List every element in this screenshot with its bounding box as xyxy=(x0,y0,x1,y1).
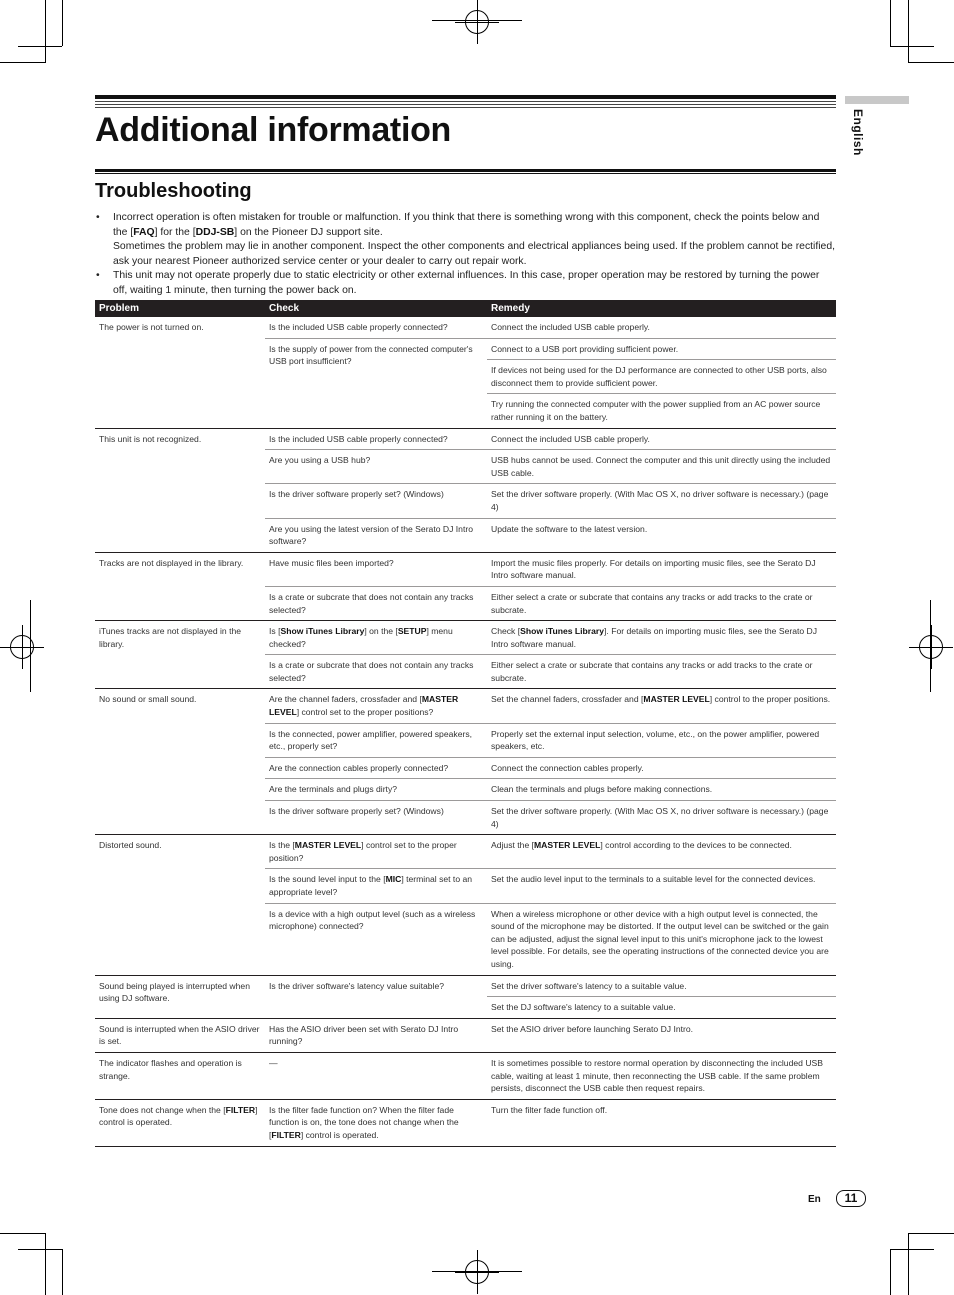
crop-mark xyxy=(908,0,909,62)
remedy-cell: Set the driver software properly. (With Mac OS X, no driver software is necessary.) (page 4) xyxy=(487,484,836,518)
problem-cell: The power is not turned on. xyxy=(95,317,265,428)
table-row xyxy=(95,1018,836,1052)
crop-mark xyxy=(62,0,63,46)
crop-mark xyxy=(0,62,46,63)
check-cell: Are you using the latest version of the Serato DJ Intro software? xyxy=(265,518,487,552)
table-header-row xyxy=(95,300,836,317)
note-text: Sometimes the problem may lie in another component. Inspect the other components and electrical appliances being used. If the problem cannot be rectified, ask your nearest Pioneer authorized service center or your dealer to carry out repair work. xyxy=(113,241,835,267)
problem-cell: Sound being played is interrupted when using DJ software. xyxy=(95,975,265,1018)
remedy-cell: Properly set the external input selection, volume, etc., on the power amplifier, powered speakers, etc. xyxy=(487,723,836,757)
page-number: 11 xyxy=(836,1190,866,1207)
check-cell: Is [Show iTunes Library] on the [SETUP] menu checked? xyxy=(265,621,487,655)
table-row xyxy=(95,1099,836,1146)
crop-mark xyxy=(0,1233,46,1234)
remedy-cell: It is sometimes possible to restore normal operation by disconnecting the included USB cable, waiting at least 1 minute, then reconnecting the USB cable. If the same problem persists, disconnect the USB cable then request repairs. xyxy=(487,1052,836,1099)
check-cell: Is the filter fade function on? When the filter fade function is on, the tone does not change when the [FILTER] control is operated. xyxy=(265,1099,487,1146)
table-row xyxy=(95,689,836,723)
table-row xyxy=(95,428,836,450)
remedy-cell: Check [Show iTunes Library]. For details on importing music files, see the Serato DJ Intro software manual. xyxy=(487,621,836,655)
check-cell: Is the supply of power from the connected computer's USB port insufficient? xyxy=(265,338,487,428)
check-cell: Is a crate or subcrate that does not contain any tracks selected? xyxy=(265,586,487,620)
remedy-cell: Set the audio level input to the terminals to a suitable level for the connected devices. xyxy=(487,869,836,903)
crop-mark xyxy=(18,46,62,47)
remedy-cell: Connect the included USB cable properly. xyxy=(487,317,836,338)
registration-mark xyxy=(0,625,44,669)
crop-mark xyxy=(908,1233,954,1234)
registration-mark xyxy=(909,625,953,669)
remedy-cell: If devices not being used for the DJ performance are connected to other USB ports, also disconnect them to provide sufficient power. xyxy=(487,360,836,394)
table-row xyxy=(95,317,836,338)
note-item xyxy=(95,211,836,269)
problem-cell: The indicator flashes and operation is strange. xyxy=(95,1052,265,1099)
intro-notes xyxy=(95,211,836,298)
crop-mark xyxy=(890,1249,891,1295)
remedy-cell: Set the channel faders, crossfader and [MASTER LEVEL] control to the proper positions. xyxy=(487,689,836,723)
remedy-cell: Import the music files properly. For details on importing music files, see the Serato DJ Intro software manual. xyxy=(487,552,836,586)
problem-cell: Tracks are not displayed in the library. xyxy=(95,552,265,620)
registration-mark xyxy=(455,1250,499,1294)
title-rule xyxy=(95,169,836,174)
check-cell: Is the sound level input to the [MIC] terminal set to an appropriate level? xyxy=(265,869,487,903)
remedy-cell: Update the software to the latest version. xyxy=(487,518,836,552)
registration-mark xyxy=(455,0,499,44)
crop-mark xyxy=(890,1249,934,1250)
check-cell: Is the included USB cable properly connected? xyxy=(265,317,487,338)
table-body xyxy=(95,317,836,1146)
column-header-check: Check xyxy=(265,300,487,317)
problem-cell: This unit is not recognized. xyxy=(95,428,265,552)
crop-mark xyxy=(908,62,954,63)
check-cell: Are the terminals and plugs dirty? xyxy=(265,779,487,801)
troubleshooting-table xyxy=(95,300,836,1147)
problem-cell: Sound is interrupted when the ASIO driver is set. xyxy=(95,1018,265,1052)
remedy-cell: Connect the connection cables properly. xyxy=(487,757,836,779)
remedy-cell: Connect the included USB cable properly. xyxy=(487,428,836,450)
header-rule xyxy=(95,95,836,109)
check-cell: Is the driver software properly set? (Windows) xyxy=(265,801,487,835)
footer-language-code: En xyxy=(808,1194,821,1205)
note-text: Incorrect operation is often mistaken for trouble or malfunction. If you think that there is something wrong with this component, check the points below and the [FAQ] for the [DDJ-SB] on the Pioneer DJ support site. xyxy=(113,212,820,238)
remedy-cell: Either select a crate or subcrate that contains any tracks or add tracks to the crate or subcrate. xyxy=(487,586,836,620)
table-row xyxy=(95,835,836,869)
check-cell: Are the connection cables properly connected? xyxy=(265,757,487,779)
column-header-problem: Problem xyxy=(95,300,265,317)
remedy-cell: Connect to a USB port providing sufficient power. xyxy=(487,338,836,360)
check-cell: Is the connected, power amplifier, powered speakers, etc., properly set? xyxy=(265,723,487,757)
remedy-cell: Turn the filter fade function off. xyxy=(487,1099,836,1146)
check-cell: Is a device with a high output level (such as a wireless microphone) connected? xyxy=(265,903,487,975)
remedy-cell: Either select a crate or subcrate that contains any tracks or add tracks to the crate or subcrate. xyxy=(487,655,836,689)
check-cell: — xyxy=(265,1052,487,1099)
language-tab: English xyxy=(851,109,865,156)
language-tab-bar xyxy=(845,96,909,104)
problem-cell: Tone does not change when the [FILTER] control is operated. xyxy=(95,1099,265,1146)
remedy-cell: Set the DJ software's latency to a suitable value. xyxy=(487,997,836,1019)
remedy-cell: Adjust the [MASTER LEVEL] control according to the devices to be connected. xyxy=(487,835,836,869)
remedy-cell: Set the ASIO driver before launching Serato DJ Intro. xyxy=(487,1018,836,1052)
check-cell: Is the included USB cable properly connected? xyxy=(265,428,487,450)
remedy-cell: USB hubs cannot be used. Connect the computer and this unit directly using the included USB cable. xyxy=(487,450,836,484)
problem-cell: Distorted sound. xyxy=(95,835,265,975)
remedy-cell: Clean the terminals and plugs before making connections. xyxy=(487,779,836,801)
check-cell: Has the ASIO driver been set with Serato DJ Intro running? xyxy=(265,1018,487,1052)
page-title: Additional information xyxy=(95,111,452,149)
remedy-cell: Try running the connected computer with the power supplied from an AC power source rather running it on the battery. xyxy=(487,394,836,428)
check-cell: Is the [MASTER LEVEL] control set to the proper position? xyxy=(265,835,487,869)
table-row xyxy=(95,975,836,997)
crop-mark xyxy=(890,0,891,46)
crop-mark xyxy=(45,0,46,62)
section-title: Troubleshooting xyxy=(95,180,252,202)
check-cell: Are the channel faders, crossfader and [MASTER LEVEL] control set to the proper positions? xyxy=(265,689,487,723)
table-row xyxy=(95,621,836,655)
note-text: This unit may not operate properly due to static electricity or other external influences. In this case, proper operation may be restored by turning the power off, waiting 1 minute, then turning the power back on. xyxy=(113,270,820,296)
crop-mark xyxy=(890,46,934,47)
note-item xyxy=(95,269,836,298)
problem-cell: iTunes tracks are not displayed in the library. xyxy=(95,621,265,689)
check-cell: Is the driver software properly set? (Windows) xyxy=(265,484,487,518)
column-header-remedy: Remedy xyxy=(487,300,836,317)
check-cell: Have music files been imported? xyxy=(265,552,487,586)
table-row xyxy=(95,1052,836,1099)
crop-mark xyxy=(45,1233,46,1295)
remedy-cell: Set the driver software's latency to a suitable value. xyxy=(487,975,836,997)
check-cell: Is the driver software's latency value suitable? xyxy=(265,975,487,1018)
crop-mark xyxy=(62,1249,63,1295)
remedy-cell: When a wireless microphone or other device with a high output level is connected, the sound of the microphone may be distorted. If the output level can be switched or the gain can be adjusted, adjust the signal level input to this unit's microphone jack to the lowest level possible. For details, see the operating instructions of the connected device you are using. xyxy=(487,903,836,975)
remedy-cell: Set the driver software properly. (With Mac OS X, no driver software is necessary.) (page 4) xyxy=(487,801,836,835)
check-cell: Are you using a USB hub? xyxy=(265,450,487,484)
problem-cell: No sound or small sound. xyxy=(95,689,265,835)
crop-mark xyxy=(18,1249,62,1250)
crop-mark xyxy=(908,1233,909,1295)
table-row xyxy=(95,552,836,586)
check-cell: Is a crate or subcrate that does not contain any tracks selected? xyxy=(265,655,487,689)
